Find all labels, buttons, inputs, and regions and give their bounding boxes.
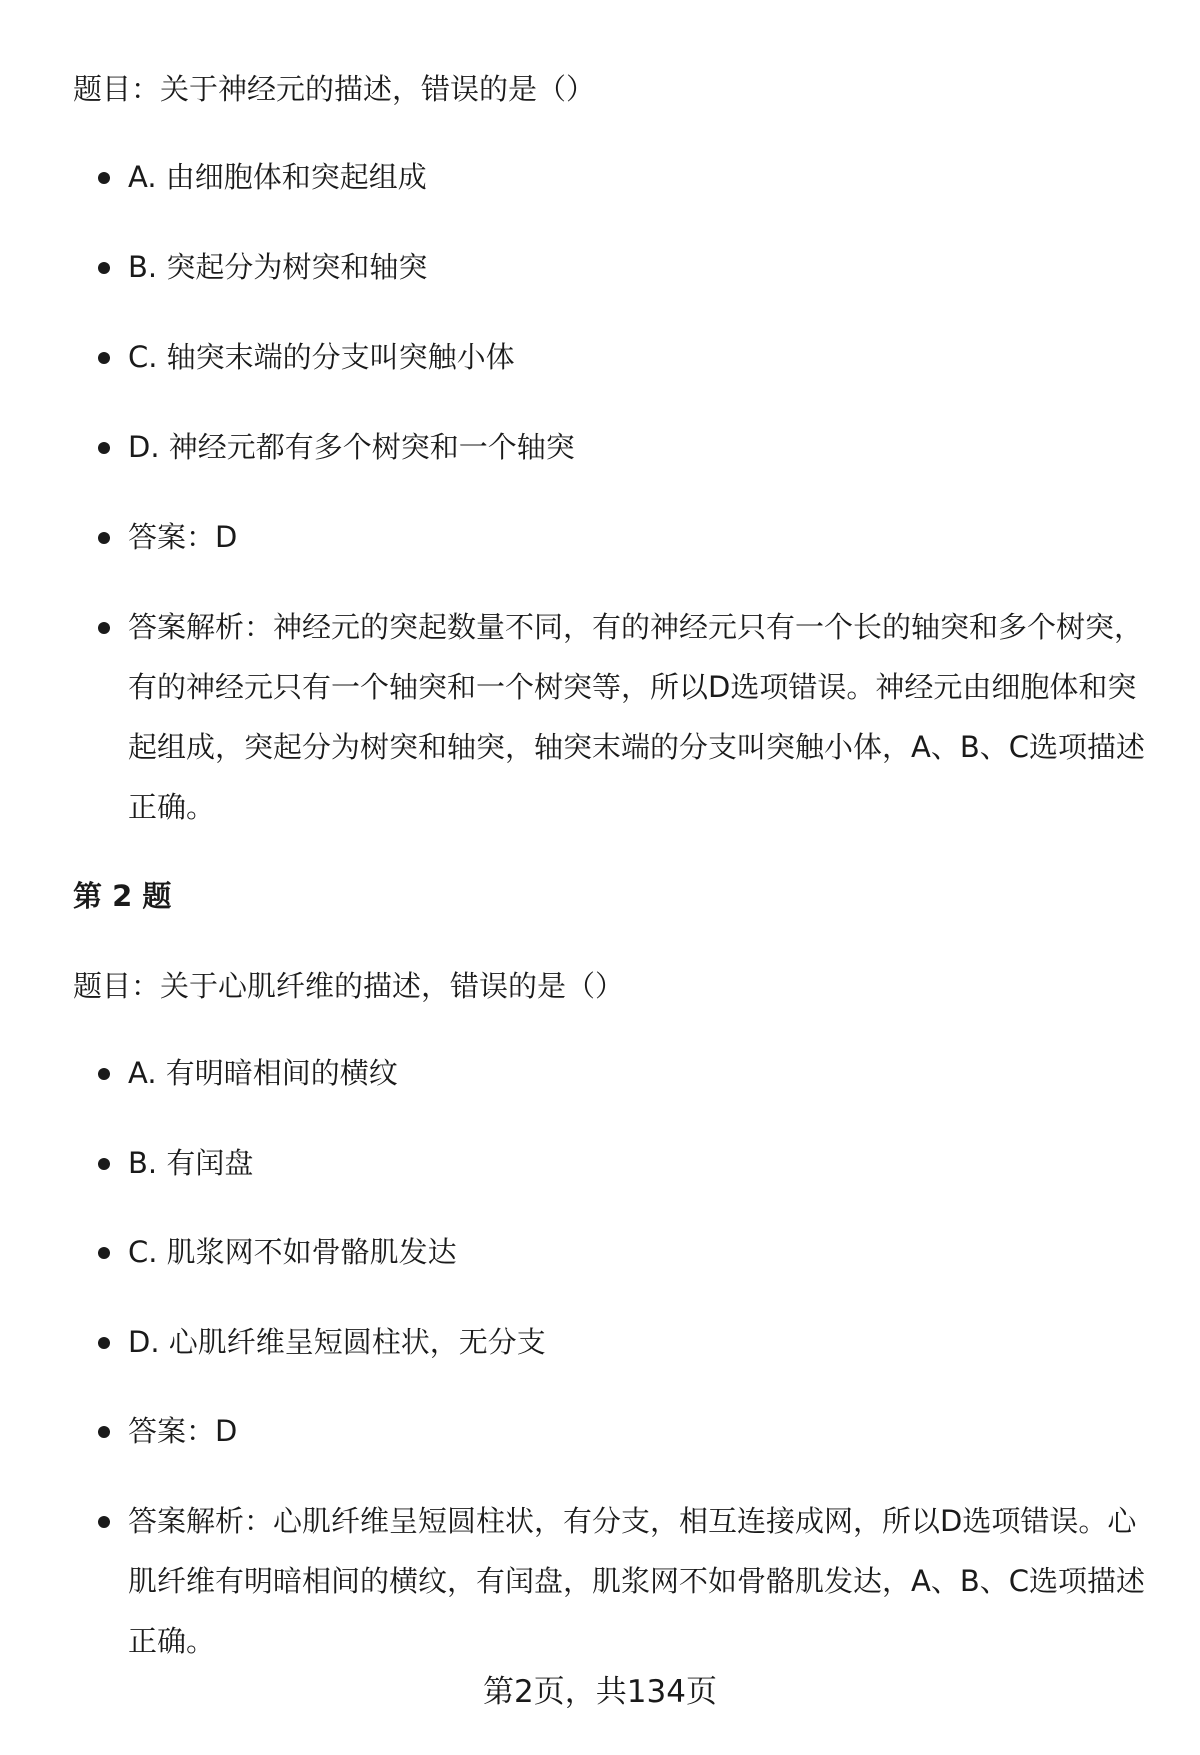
question-2-heading: 第 2 题	[73, 879, 172, 913]
question-1-option-b: B. 突起分为树突和轴突	[98, 237, 1148, 297]
question-2-explanation: 答案解析：心肌纤维呈短圆柱状，有分支，相互连接成网，所以D选项错误。心肌纤维有明暗相间的横纹，有闰盘，肌浆网不如骨骼肌发达，A、B、C选项描述正确。	[98, 1491, 1148, 1671]
question-1-explanation: 答案解析：神经元的突起数量不同，有的神经元只有一个长的轴突和多个树突，有的神经元只有一个轴突和一个树突等，所以D选项错误。神经元由细胞体和突起组成，突起分为树突和轴突，轴突末端的分支叫突触小体，A、B、C选项描述正确。	[98, 597, 1148, 837]
bullet-icon	[98, 1426, 110, 1438]
page-number: 第2页，共134页	[483, 1674, 717, 1710]
bullet-icon	[98, 352, 110, 364]
bullet-icon	[98, 622, 110, 634]
question-1-text: 题目：关于神经元的描述，错误的是（）	[73, 72, 596, 106]
bullet-icon	[98, 1516, 110, 1528]
bullet-icon	[98, 172, 110, 184]
bullet-icon	[98, 442, 110, 454]
bullet-icon	[98, 262, 110, 274]
question-2-text: 题目：关于心肌纤维的描述，错误的是（）	[73, 969, 625, 1003]
question-1-answer: 答案：D	[98, 507, 1148, 567]
question-2-option-d: D. 心肌纤维呈短圆柱状，无分支	[98, 1312, 1148, 1372]
question-1-option-a: A. 由细胞体和突起组成	[98, 147, 1148, 207]
question-2-answer: 答案：D	[98, 1401, 1148, 1461]
bullet-icon	[98, 532, 110, 544]
question-1-option-d: D. 神经元都有多个树突和一个轴突	[98, 417, 1148, 477]
question-2-option-a: A. 有明暗相间的横纹	[98, 1043, 1148, 1103]
question-2-option-b: B. 有闰盘	[98, 1133, 1148, 1193]
question-2-option-c: C. 肌浆网不如骨骼肌发达	[98, 1222, 1148, 1282]
bullet-icon	[98, 1247, 110, 1259]
question-1-option-c: C. 轴突末端的分支叫突触小体	[98, 327, 1148, 387]
bullet-icon	[98, 1068, 110, 1080]
bullet-icon	[98, 1337, 110, 1349]
bullet-icon	[98, 1158, 110, 1170]
